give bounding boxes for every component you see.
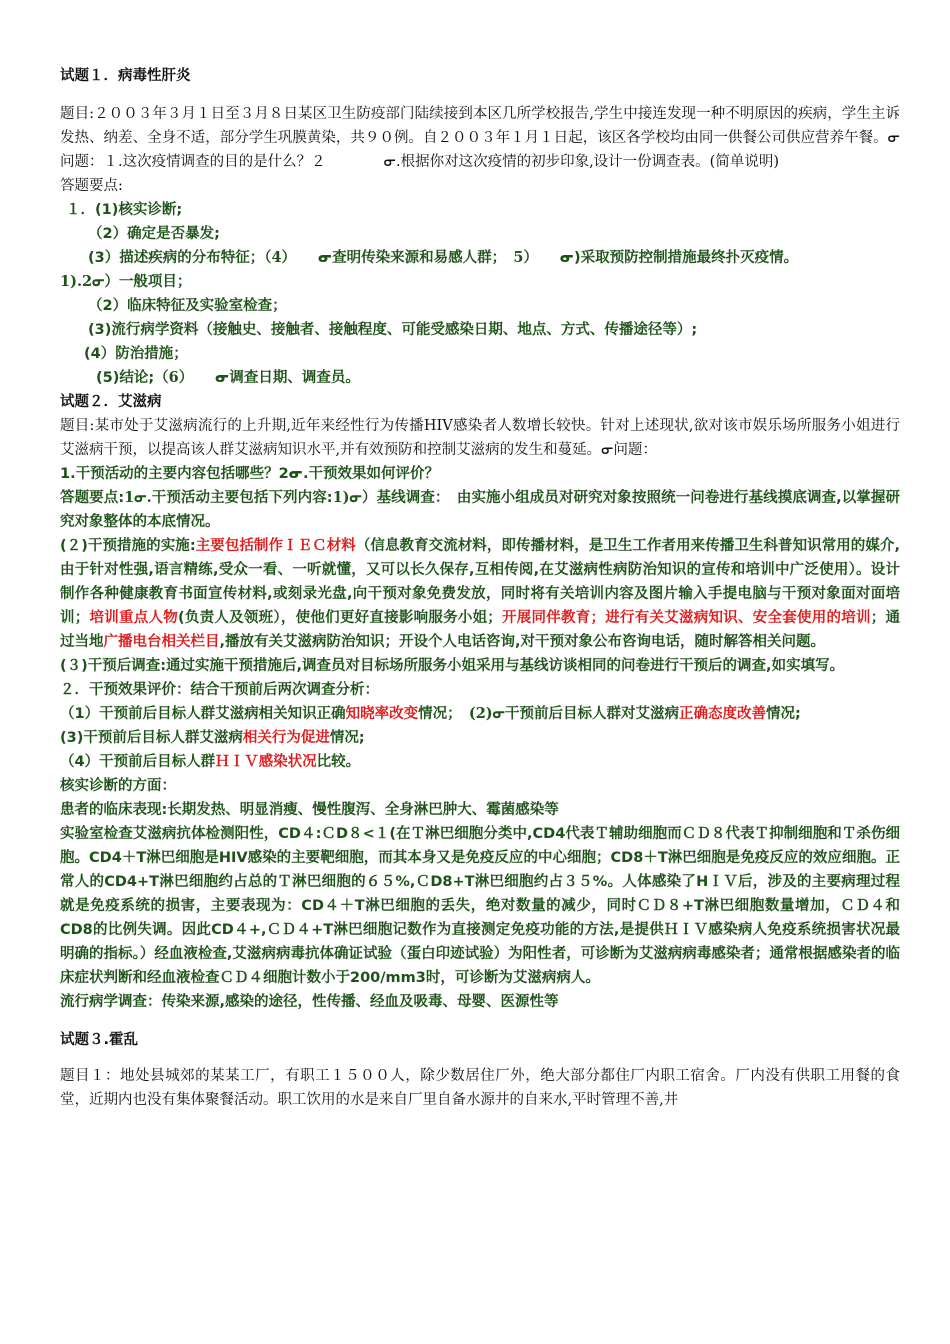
q2-answer-4: ２．干预效果评价：结合干预前后两次调查分析： (60, 682, 379, 698)
q1-line-3: (3）描述疾病的分布特征；（4） ᓂ查明传染来源和易感人群； 5） ᓂ)采取预防控制措施最终扑灭疫情。 (88, 249, 799, 266)
q2-lab: 实验室检查艾滋病抗体检测阳性，CD４:ＣD８<１(在Ｔ淋巴细胞分类中,CD4代表Ｔ辅助细胞而ＣＤ８代表Ｔ抑制细胞和Ｔ杀伤细胞。CD4＋T淋巴细胞是HIV感染的主要靶细胞，而其本身又是免疫反应的中心细胞；CD8＋T淋巴细胞是免疫反应的效应细胞。正常人的CD4+T淋巴细胞约占总的Ｔ淋巴细胞的６５%,ＣD8+T淋巴细胞约占３５%。人体感染了HＩＶ后，涉及的主要病理过程就是免疫系统的损害，主要表现为：CD４＋T淋巴细胞的丢失，绝对数量的减少，同时ＣＤ８+T淋巴细胞数量增加，ＣＤ４和CD8的比例失调。因此CD４+,ＣＤ４+T淋巴细胞记数作为直接测定免疫功能的方法,是提供ＨＩＶ感染病人免疫系统损害状况最明确的指标。）经血液检查,艾滋病病毒抗体确证试验（蛋白印迹试验）为阳性者，可诊断为艾滋病病毒感染者；通常根据感染者的临床症状判断和经血液检查ＣＤ４细胞计数小于200/mm3时，可诊断为艾滋病病人。 (60, 826, 901, 986)
q1-title: 试题１．病毒性肝炎 (60, 68, 191, 84)
q2-answer-1: 答题要点:1ᓂ.干预活动主要包括下列内容:1)ᓂ）基线调查： 由实施小组成员对研究对象按照统一问卷进行基线摸底调查,以掌握研究对象整体的本底情况。 (60, 489, 900, 530)
q2-stem: 题目:某市处于艾滋病流行的上升期,近年来经性行为传播HIV感染者人数增长较快。针对上述现状,欲对该市娱乐场所服务小姐进行艾滋病干预，以提高该人群艾滋病知识水平,并有效预防和控制艾滋病的发生和蔓延。ᓂ问题： (60, 418, 900, 458)
q2-answer-6: (3)干预前后目标人群艾滋病相关行为促进情况; (60, 730, 365, 746)
q1-line-6: (3)流行病学资料（接触史、接触者、接触程度、可能受感染日期、地点、方式、传播途径等）; (88, 322, 698, 338)
q1-line-1: １．(1)核实诊断; (66, 202, 183, 218)
q2-diagnosis-heading: 核实诊断的方面： (60, 778, 176, 794)
q2-title: 试题２．艾滋病 (60, 394, 162, 410)
q2-answer-2: (２)干预措施的实施:主要包括制作ＩＥＣ材料（信息教育交流材料，即传播材料，是卫生工作者用来传播卫生科普知识常用的媒介,由于针对性强,语言精练,受众一看、一听就懂，又可以长久保存,互相传阅,在艾滋病性病防治知识的宣传和培训中广泛使用）。设计制作各种健康教育书面宣传材料,或刻录光盘,向干预对象免费发放，同时将有关培训内容及图片输入手提电脑与干预对象面对面培训；培训重点人物(负责人及领班），使他们更好直接影响服务小姐；开展同伴教育；进行有关艾滋病知识、安全套使用的培训；通过当地广播电台相关栏目,播放有关艾滋病防治知识；开设个人电话咨询,对干预对象公布咨询电话，随时解答相关问题。 (60, 538, 901, 650)
q1-line-2: （2）确定是否暴发; (88, 226, 220, 242)
q1-line-5: （2）临床特征及实验室检查； (88, 298, 287, 314)
q1-stem: 题目:２００３年３月１日至３月８日某区卫生防疫部门陆续接到本区几所学校报告,学生中接连发现一种不明原因的疾病，学生主诉发热、纳差、全身不适，部分学生巩膜黄染，共９０例。自２００３年１月１日起，该区各学校均由同一供餐公司供应营养午餐。ᓂ问题：１.这次疫情调查的目的是什么？２ ᓂ.根据你对这次疫情的初步印象,设计一份调查表。(简单说明) (60, 106, 900, 170)
q1-line-7: (4）防治措施； (84, 346, 188, 362)
q2-question: 1.干预活动的主要内容包括哪些？2ᓂ.干预效果如何评价？ (60, 466, 440, 482)
q2-answer-5: （1）干预前后目标人群艾滋病相关知识正确知晓率改变情况； (2)ᓂ干预前后目标人群对艾滋病正确态度改善情况; (60, 705, 801, 722)
q2-answer-7: （4）干预前后目标人群ＨＩＶ感染状况比较。 (60, 754, 361, 770)
q3-title: 试题３.霍乱 (60, 1032, 139, 1048)
q2-epidemiology: 流行病学调查：传染来源,感染的途径，性传播、经血及吸毒、母婴、医源性等 (60, 994, 559, 1010)
q2-clinical: 患者的临床表现:长期发热、明显消瘦、慢性腹泻、全身淋巴肿大、霉菌感染等 (60, 802, 559, 818)
q3-stem: 题目１：地处县城郊的某某工厂，有职工１５００人，除少数居住厂外，绝大部分都住厂内职工宿舍。厂内没有供职工用餐的食堂，近期内也没有集体聚餐活动。职工饮用的水是来自厂里自备水源井的自来水,平时管理不善,井 (60, 1068, 900, 1108)
q2-answer-3: (３)干预后调查:通过实施干预措施后,调查员对目标场所服务小姐采用与基线访谈相同的问卷进行干预后的调查,如实填写。 (60, 658, 845, 674)
q1-line-8: (5)结论;（6） ᓂ调查日期、调查员。 (96, 369, 360, 386)
q1-answer-label: 答题要点: (60, 178, 123, 194)
q1-line-4: 1).2ᓂ）一般项目； (60, 273, 192, 290)
